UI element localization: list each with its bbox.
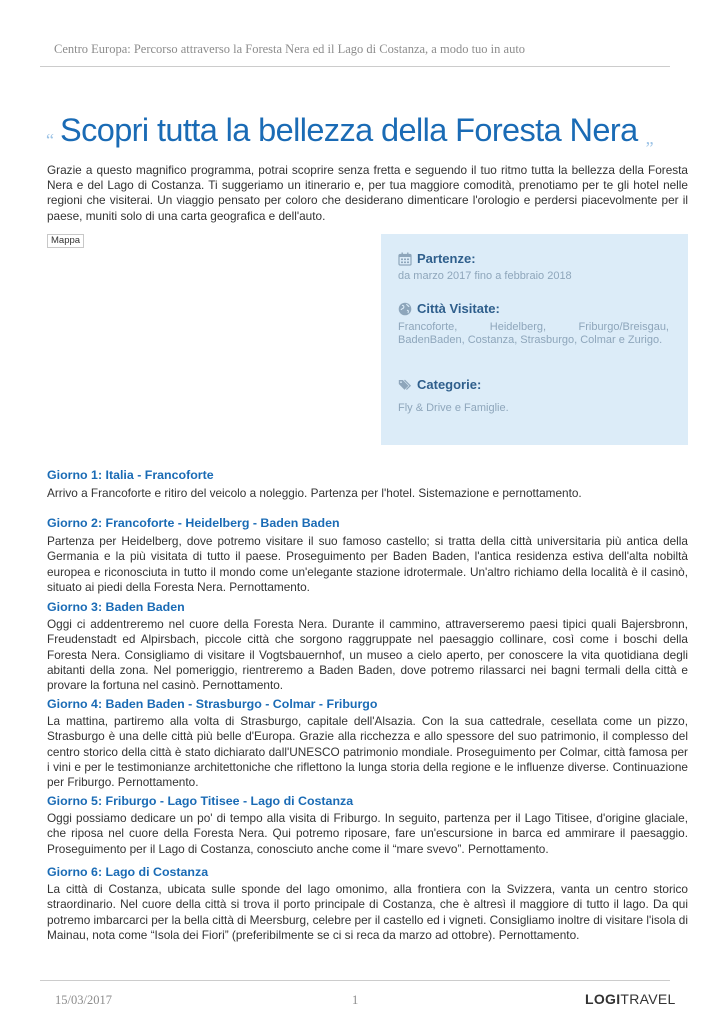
day-4-title: Giorno 4: Baden Baden - Strasburgo - Colmar - Friburgo xyxy=(47,697,378,711)
day-5-text: Oggi possiamo dedicare un po' di tempo alla visita di Friburgo. In seguito, partenza per il Lago Titisee, d'origine glaciale, che riposa nel cuore della Foresta Nera. Qui potremo riposare, fare un'escursione in barca ed ammirare il paesaggio. Proseguimento per il Lago di Costanza, conosciuto anche come il “mare svevo”. Pernottamento. xyxy=(47,811,688,856)
logo-light-part: TRAVEL xyxy=(620,991,676,1007)
page-number: 1 xyxy=(352,993,359,1007)
map-image-placeholder: Mappa xyxy=(47,234,84,248)
departures-label: Partenze: xyxy=(417,251,476,266)
close-quote-mark: „ xyxy=(645,128,654,148)
day-2-title: Giorno 2: Francoforte - Heidelberg - Baden Baden xyxy=(47,516,340,530)
header-divider xyxy=(40,66,670,67)
departures-value: da marzo 2017 fino a febbraio 2018 xyxy=(398,270,572,282)
categories-heading xyxy=(398,377,481,392)
day-6-title: Giorno 6: Lago di Costanza xyxy=(47,865,209,879)
day-4-text: La mattina, partiremo alla volta di Strasburgo, capitale dell'Alsazia. Con la sua cattedrale, cesellata come un pizzo, Strasburgo è una delle città più belle d'Europa. Grazie alla ricchezza e allo spessore del suo patrimonio, il complesso del centro storico della città è stato dichiarato dall'UNESCO patrimonio mondiale. Proseguimento per Colmar, città famosa per i vini e per le testimonianze architettoniche che riflettono la lunga storia della regione e le influenze diverse. Continuazione per Friburgo. Pernottamento. xyxy=(47,714,688,790)
tags-icon xyxy=(398,378,412,392)
day-2-text: Partenza per Heidelberg, dove potremo visitare il suo famoso castello; si tratta della città universitaria più antica della Germania e la più visitata di tutto il paese. Proseguimento per Baden Baden, l'antica residenza estiva dell'alta nobiltà europea e riconosciuta in tutto il mondo come un'elegante stazione idrotermale. Un'altro richiamo della località è il casinò, situato ai piedi della Foresta Nera. Pernottamento. xyxy=(47,534,688,594)
day-3-title: Giorno 3: Baden Baden xyxy=(47,600,185,614)
footer-divider xyxy=(40,980,670,981)
day-6-text: La città di Costanza, ubicata sulle sponde del lago omonimo, alla frontiera con la Svizzera, vanta un centro storico straordinario. Nel cuore della città si trova il porto principale di Costanza, che è altresì il maggiore di tutto il lago. Da qui potremo imbarcarci per la bella città di Meersburg, celebre per il castello ed i vigneti. Consigliamo inoltre di visitare l'isola di Mainau, nota come “Isola dei Fiori” (preferibilmente se ci si reca da marzo ad ottobre). Pernottamento. xyxy=(47,882,688,942)
day-5-title: Giorno 5: Friburgo - Lago Titisee - Lago di Costanza xyxy=(47,794,354,808)
page-title xyxy=(46,112,654,149)
calendar-icon xyxy=(398,252,412,266)
cities-heading xyxy=(398,301,500,316)
logitravel-logo xyxy=(585,991,676,1007)
day-1-title: Giorno 1: Italia - Francoforte xyxy=(47,468,214,482)
day-3-text: Oggi ci addentreremo nel cuore della Foresta Nera. Durante il cammino, attraverseremo paesi tipici quali Bajersbronn, Freudenstadt ed Alpirsbach, piccole città che sorgono raggruppate nel paesaggio collinare, così come i boschi della Foresta Nera. Consigliamo di visitare il Vogtsbauernhof, un museo a cielo aperto, per conoscere la vita quotidiana degli abitanti della zona. Nel pomeriggio, rientreremo a Baden Baden, dove potremo rilassarci nei bagni termali della città e provare la fortuna nel casinò. Pernottamento. xyxy=(47,617,688,693)
title-text: Scopri tutta la bellezza della Foresta Nera xyxy=(60,112,638,148)
document-header-text: Centro Europa: Percorso attraverso la Foresta Nera ed il Lago di Costanza, a modo tuo in auto xyxy=(54,42,526,56)
categories-value: Fly & Drive e Famiglie. xyxy=(398,402,509,414)
open-quote-mark: “ xyxy=(46,130,54,150)
cities-value: Francoforte, Heidelberg, Friburgo/Breisgau, BadenBaden, Costanza, Strasburgo, Colmar e Zurigo. xyxy=(398,321,669,346)
globe-icon xyxy=(398,302,412,316)
intro-paragraph: Grazie a questo magnifico programma, potrai scoprire senza fretta e seguendo il tuo ritmo tutta la bellezza della Foresta Nera e del Lago di Costanza. Ti suggeriamo un itinerario e, per tua maggiore comodità, prenotiamo per te gli hotel nelle regioni che visiterai. Un viaggio pensato per coloro che desiderano dimenticare l'orologio e perdersi piacevolmente per il paese, muniti solo di una carta geografica e dell'auto. xyxy=(47,163,688,223)
categories-label: Categorie: xyxy=(417,377,482,392)
logo-bold-part: LOGI xyxy=(585,991,621,1007)
cities-label: Città Visitate: xyxy=(417,301,500,316)
footer-date: 15/03/2017 xyxy=(55,993,112,1007)
departures-heading xyxy=(398,251,476,266)
day-1-text: Arrivo a Francoforte e ritiro del veicolo a noleggio. Partenza per l'hotel. Sistemazione e pernottamento. xyxy=(47,486,582,500)
trip-info-box xyxy=(381,234,688,445)
